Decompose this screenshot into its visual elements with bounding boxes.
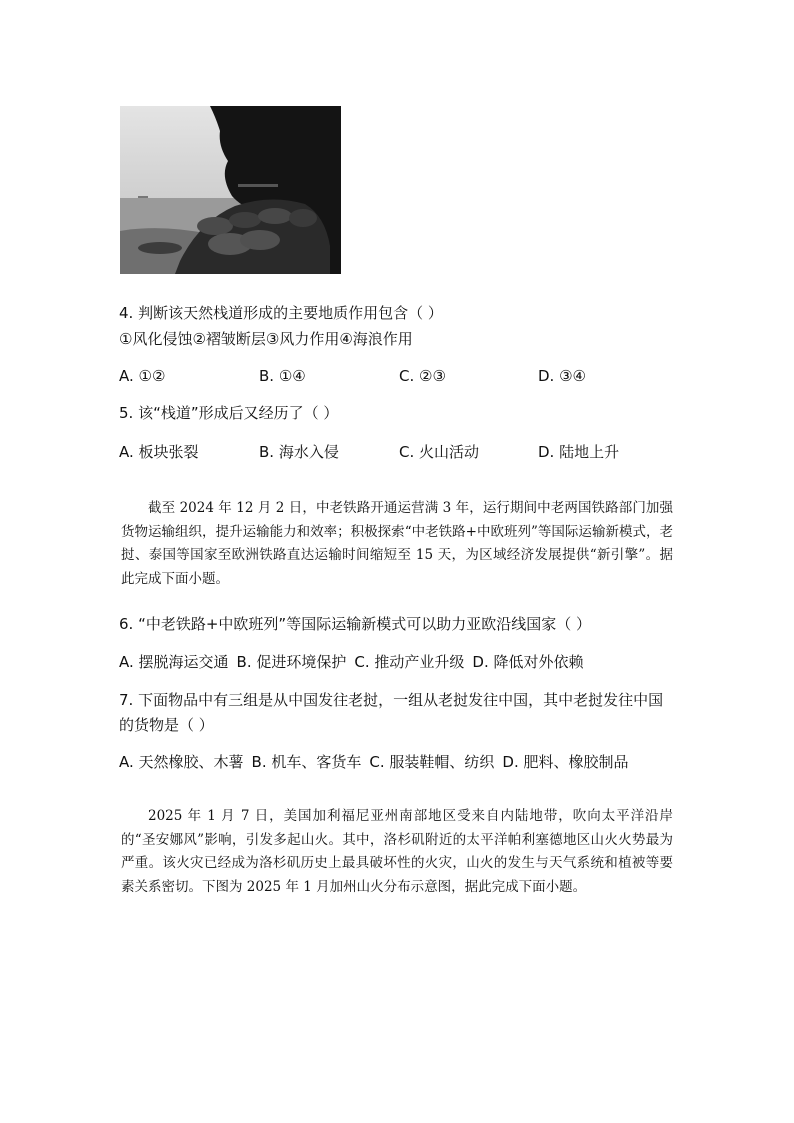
q4-option-d[interactable]: D. ③④ bbox=[538, 367, 586, 385]
q4-choices-line: ①风化侵蚀②褶皱断层③风力作用④海浪作用 bbox=[119, 330, 413, 348]
q4-option-c[interactable]: C. ②③ bbox=[399, 367, 446, 385]
photo-drawing bbox=[120, 106, 341, 274]
q5-stem: 5. 该“栈道”形成后又经历了（ ） bbox=[119, 404, 339, 422]
q4-options bbox=[119, 366, 679, 388]
q7-option-c[interactable]: C. 服装鞋帽、纺织 bbox=[369, 753, 495, 771]
q4-option-a[interactable]: A. ①② bbox=[119, 367, 166, 385]
q5-options bbox=[119, 442, 679, 464]
q5-option-d[interactable]: D. 陆地上升 bbox=[538, 443, 620, 461]
q6-option-c[interactable]: C. 推动产业升级 bbox=[354, 653, 465, 671]
q5-option-c[interactable]: C. 火山活动 bbox=[399, 443, 480, 461]
q7-option-d[interactable]: D. 肥料、橡胶制品 bbox=[502, 753, 629, 771]
q5-option-b[interactable]: B. 海水入侵 bbox=[259, 443, 339, 461]
q7-option-a[interactable]: A. 天然橡胶、木薯 bbox=[119, 753, 244, 771]
q7-stem: 7. 下面物品中有三组是从中国发往老挝，一组从老挝发往中国，其中老挝发往中国的货物是（ ） bbox=[119, 691, 664, 734]
q7-option-b[interactable]: B. 机车、客货车 bbox=[251, 753, 362, 771]
q5-option-a[interactable]: A. 板块张裂 bbox=[119, 443, 199, 461]
passage-california-wildfire: 2025 年 1 月 7 日，美国加利福尼亚州南部地区受来自内陆地带，吹向太平洋沿岸的“圣安娜风”影响，引发多起山火。其中，洛杉矶附近的太平洋帕利塞德地区山火火势最为严重。该火灾已经成为洛杉矶历史上最具破坏性的火灾，山火的发生与天气系统和植被等要素关系密切。下图为 2025 年 1 月加州山火分布示意图，据此完成下面小题。 bbox=[121, 808, 673, 895]
q6-options bbox=[119, 652, 583, 672]
q4-stem: 4. 判断该天然栈道形成的主要地质作用包含（ ） bbox=[119, 304, 443, 322]
q4-option-b[interactable]: B. ①④ bbox=[259, 367, 306, 385]
q7-options bbox=[119, 752, 628, 772]
q6-option-b[interactable]: B. 促进环境保护 bbox=[236, 653, 347, 671]
q6-stem: 6. “中老铁路+中欧班列”等国际运输新模式可以助力亚欧沿线国家（ ） bbox=[119, 615, 591, 633]
q6-option-a[interactable]: A. 摆脱海运交通 bbox=[119, 653, 229, 671]
cliff-plank-road-photo bbox=[120, 106, 341, 274]
q6-option-d[interactable]: D. 降低对外依赖 bbox=[472, 653, 584, 671]
passage-china-laos-railway: 截至 2024 年 12 月 2 日，中老铁路开通运营满 3 年，运行期间中老两国铁路部门加强货物运输组织，提升运输能力和效率；积极探索“中老铁路+中欧班列”等国际运输新模式，老挝、泰国等国家至欧洲铁路直达运输时间缩短至 15 天，为区域经济发展提供“新引擎”。据此完成下面小题。 bbox=[121, 500, 673, 587]
